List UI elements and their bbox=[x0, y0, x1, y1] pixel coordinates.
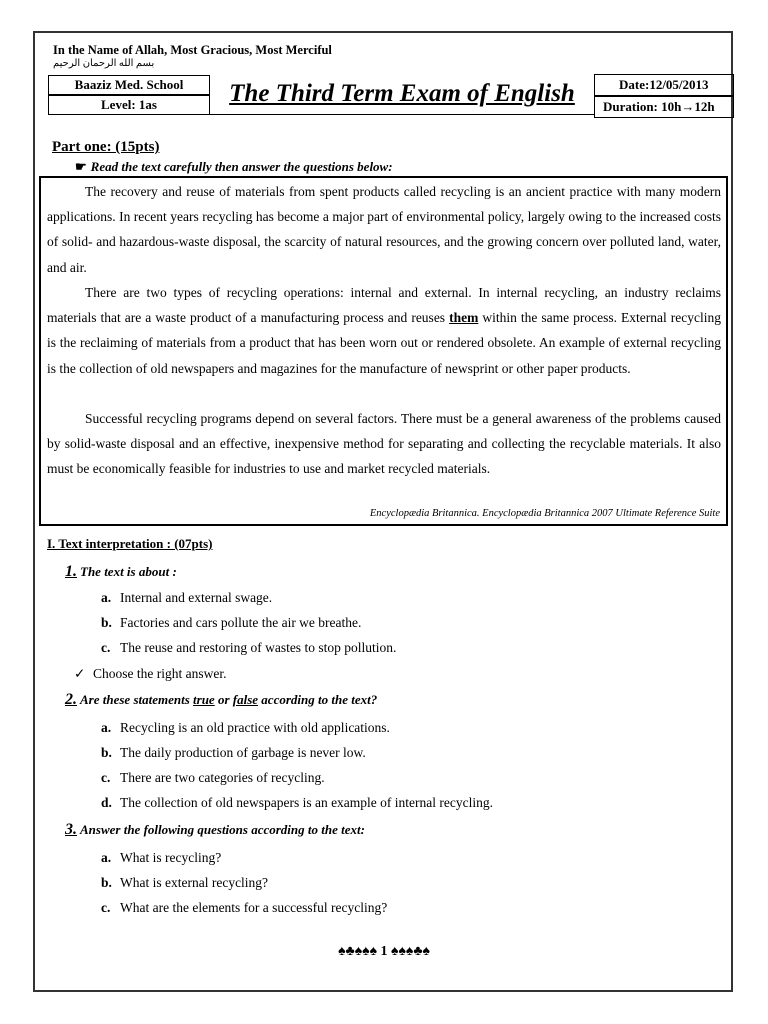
p2-after: within the same process. External recycling is the reclaiming of materials from a product that has been worn out or rendered obsolete. An example of external recycling is the collection of old newspapers and magazines for the manufacture of newsprint or other paper products. bbox=[47, 310, 722, 376]
reading-text-box bbox=[39, 176, 728, 526]
q3-option-a: a. What is recycling? bbox=[101, 850, 222, 865]
q3-option-c: c. What are the elements for a successful recycling? bbox=[101, 900, 388, 915]
exam-title: The Third Term Exam of English bbox=[210, 75, 594, 115]
bismillah-arabic: بسم الله الرحمان الرحيم bbox=[53, 58, 155, 69]
exam-date: Date:12/05/2013 bbox=[594, 74, 734, 96]
q1-instruction: ✓ Choose the right answer. bbox=[74, 666, 227, 681]
word-them: them bbox=[449, 310, 479, 326]
ornament-left-icon: ♠♣♠♠♠ bbox=[338, 944, 377, 959]
word-true: true bbox=[193, 692, 215, 707]
school-name: Baaziz Med. School bbox=[48, 75, 210, 95]
instruction-text: Read the text carefully then answer the questions below: bbox=[90, 159, 393, 174]
q1-option-b: b. Factories and cars pollute the air we breathe. bbox=[101, 615, 362, 630]
page-footer bbox=[0, 944, 768, 960]
q2-option-c: c. There are two categories of recycling. bbox=[101, 770, 325, 785]
question-number: 2. bbox=[65, 691, 77, 708]
q3-option-b: b. What is external recycling? bbox=[101, 875, 269, 890]
question-2: 2. Are these statements true or false according to the text? bbox=[65, 691, 378, 708]
question-1 bbox=[65, 563, 177, 581]
part-one-title: Part one: (15pts) bbox=[52, 139, 160, 155]
q2-option-a: a. Recycling is an old practice with old applications. bbox=[101, 720, 390, 735]
question-3: 3. Answer the following questions according to the text: bbox=[65, 821, 365, 838]
ornament-right-icon: ♠♠♠♣♠ bbox=[391, 944, 430, 959]
q2-option-d: d. The collection of old newspapers is an example of internal recycling. bbox=[101, 795, 493, 810]
level-label: Level: 1as bbox=[48, 95, 210, 115]
text-paragraph-3: Successful recycling programs depend on several factors. There must be a general awareness of the problems caused by solid-waste disposal and an effective, inexpensive method for separating and collecting the recyclable materials. It also must be economically feasible for industries to use and market recycled materials. bbox=[47, 411, 721, 477]
bismillah-english: In the Name of Allah, Most Gracious, Most Merciful bbox=[53, 43, 332, 57]
q1-option-c: c. The reuse and restoring of wastes to stop pollution. bbox=[101, 640, 397, 655]
question-number: 1. bbox=[65, 563, 77, 580]
p2-before: There are two types of recycling operations: internal and external. In internal recycling, an industry reclaims materials that are a waste product of a manufacturing process and reuses bbox=[47, 285, 721, 326]
exam-duration: Duration: 10h→12h bbox=[594, 96, 734, 118]
text-source: Encyclopædia Britannica. Encyclopædia Britannica 2007 Ultimate Reference Suite bbox=[369, 508, 720, 519]
q1-option-a: a. Internal and external swage. bbox=[101, 590, 273, 605]
hand-pointing-icon: ☛ bbox=[75, 159, 87, 174]
text-paragraph-2 bbox=[47, 280, 721, 381]
q2-option-b: b. The daily production of garbage is never low. bbox=[101, 745, 366, 760]
question-number: 3. bbox=[65, 821, 77, 838]
page-number: 1 bbox=[380, 944, 388, 959]
question-text: The text is about : bbox=[80, 564, 177, 579]
section-title: I. Text interpretation : (07pts) bbox=[47, 536, 213, 551]
part-one-instruction bbox=[75, 159, 393, 175]
checkmark-icon: ✓ bbox=[74, 666, 86, 681]
word-false: false bbox=[232, 692, 259, 707]
text-paragraph-1: The recovery and reuse of materials from spent products called recycling is an ancient practice with many modern applications. In recent years recycling has become a major part of environmental policy, largely owing to the increased costs of solid- and hazardous-waste disposal, the scarcity of natural resources, and the growing concern over polluted land, water, and air. bbox=[47, 184, 721, 275]
